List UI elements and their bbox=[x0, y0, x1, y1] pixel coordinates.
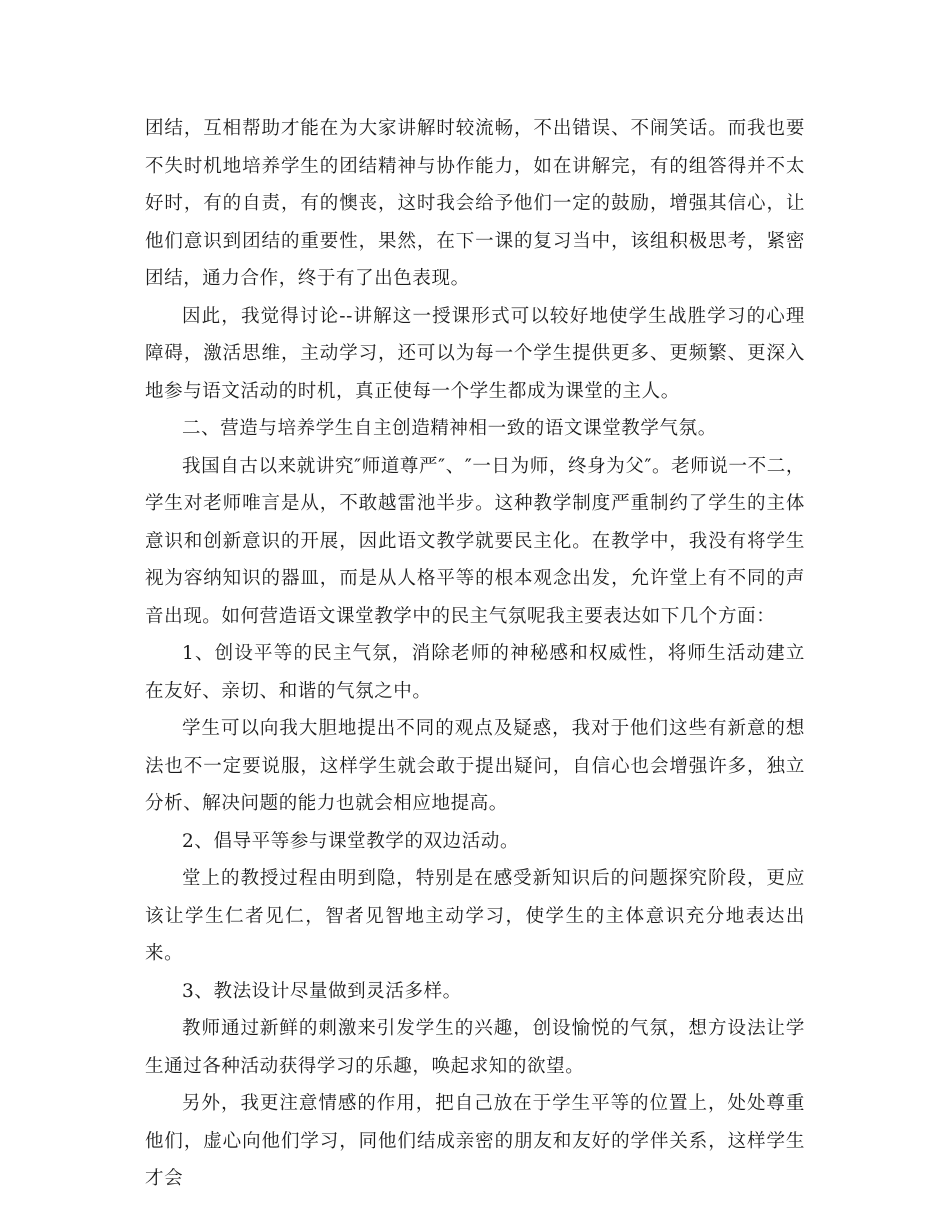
document-body bbox=[145, 110, 805, 1198]
paragraph-11: 另外，我更注意情感的作用，把自己放在于学生平等的位置上，处处尊重他们，虚心向他们学习，同他们结成亲密的朋友和友好的学伴关系，这样学生才会 bbox=[145, 1093, 805, 1189]
list-item-2: 2、倡导平等参与课堂教学的双边活动。 bbox=[182, 830, 520, 852]
paragraph-6: 学生可以向我大胆地提出不同的观点及疑惑，我对于他们这些有新意的想法也不一定要说服，这样学生就会敢于提出疑问，自信心也会增强许多，独立分析、解决问题的能力也就会相应地提高。 bbox=[145, 718, 805, 814]
list-item-1: 1、创设平等的民主气氛，消除老师的神秘感和权威性，将师生活动建立在友好、亲切、和谐的气氛之中。 bbox=[145, 643, 805, 702]
paragraph-10: 教师通过新鲜的刺激来引发学生的兴趣，创设愉悦的气氛，想方设法让学生通过各种活动获得学习的乐趣，唤起求知的欲望。 bbox=[145, 1018, 805, 1077]
paragraph-1: 团结，互相帮助才能在为大家讲解时较流畅，不出错误、不闹笑话。而我也要不失时机地培养学生的团结精神与协作能力，如在讲解完，有的组答得并不太好时，有的自责，有的懊丧，这时我会给予他们一定的鼓励，增强其信心，让他们意识到团结的重要性，果然，在下一课的复习当中，该组积极思考，紧密团结，通力合作，终于有了出色表现。 bbox=[145, 118, 805, 289]
section-heading-2: 二、营造与培养学生自主创造精神相一致的语文课堂教学气氛。 bbox=[182, 418, 717, 439]
paragraph-4: 我国自古以来就讲究″师道尊严″、″一日为师，终身为父″。老师说一不二，学生对老师唯言是从，不敢越雷池半步。这种教学制度严重制约了学生的主体意识和创新意识的开展，因此语文教学就要民主化。在教学中，我没有将学生视为容纳知识的器皿，而是从人格平等的根本观念出发，允许堂上有不同的声音出现。如何营造语文课堂教学中的民主气氛呢我主要表达如下几个方面： bbox=[145, 455, 805, 627]
paragraph-8: 堂上的教授过程由明到隐，特别是在感受新知识后的问题探究阶段，更应该让学生仁者见仁，智者见智地主动学习，使学生的主体意识充分地表达出来。 bbox=[145, 868, 805, 964]
list-item-3: 3、教法设计尽量做到灵活多样。 bbox=[182, 980, 462, 1002]
paragraph-2: 因此，我觉得讨论--讲解这一授课形式可以较好地使学生战胜学习的心理障碍，激活思维，主动学习，还可以为每一个学生提供更多、更频繁、更深入地参与语文活动的时机，真正使每一个学生都成为课堂的主人。 bbox=[145, 305, 805, 402]
